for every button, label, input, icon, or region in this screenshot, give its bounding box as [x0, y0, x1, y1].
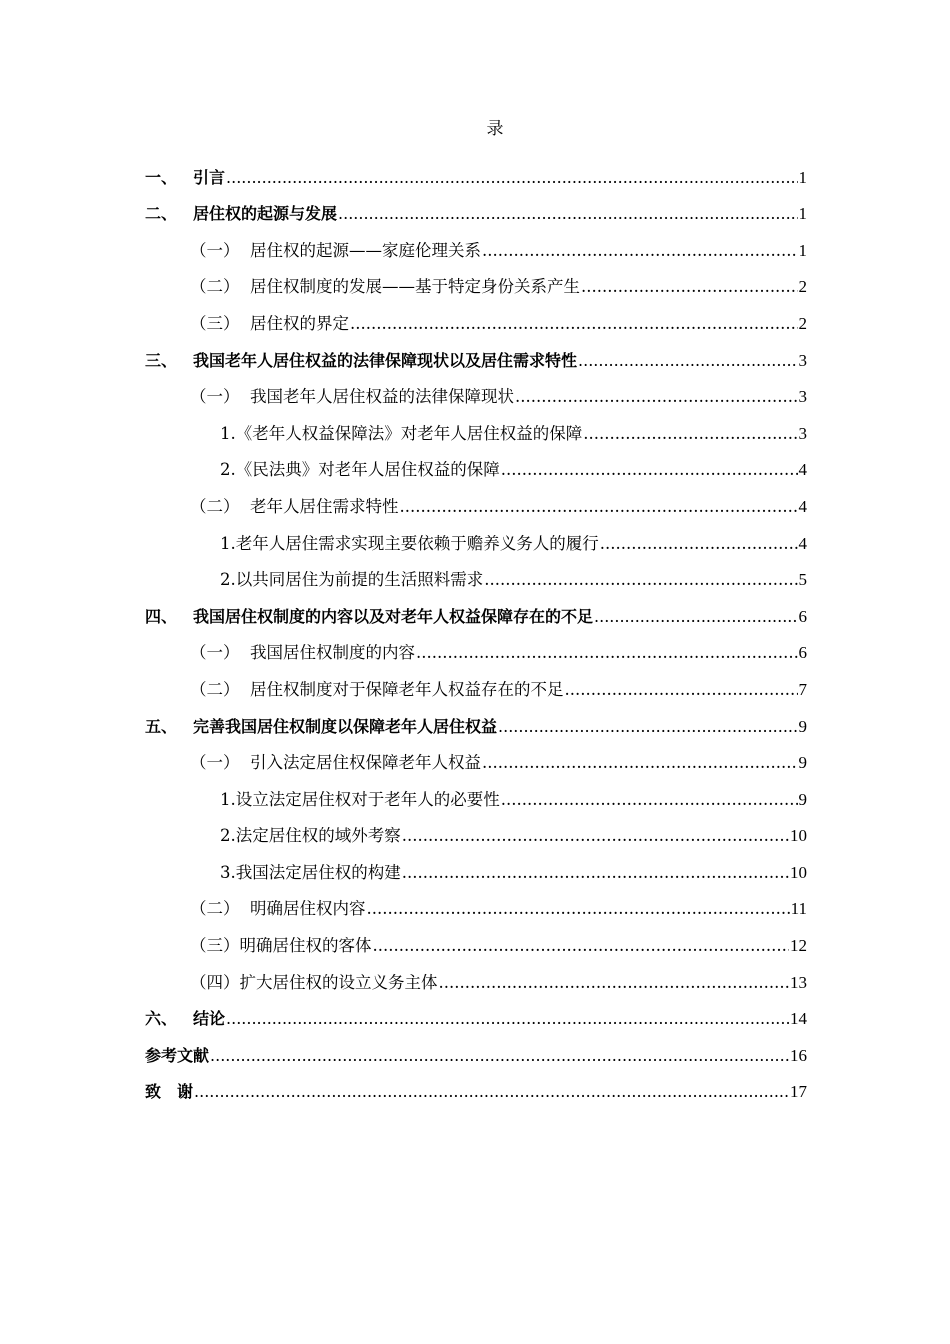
- toc-entry-number: （一）: [190, 643, 240, 663]
- toc-page-number: 4: [798, 460, 807, 480]
- toc-entry-title: 参考文献: [145, 1045, 210, 1065]
- toc-dot-leader: [498, 716, 797, 738]
- toc-page-number: 4: [798, 496, 807, 516]
- toc-entry-title: 居住权制度的发展——基于特定身份关系产生: [250, 277, 580, 297]
- toc-entry-title: 我国老年人居住权益的法律保障现状以及居住需求特性: [193, 350, 578, 370]
- toc-page-number: 6: [798, 606, 807, 626]
- toc-entry-title: 结论: [193, 1009, 226, 1029]
- toc-dot-leader: [338, 203, 797, 225]
- toc-page-number: 9: [798, 716, 807, 736]
- toc-entry-title: 完善我国居住权制度以保障老年人居住权益: [193, 716, 498, 736]
- toc-dot-leader: [373, 935, 790, 957]
- toc-page-number: 9: [798, 789, 807, 809]
- toc-page-number: 17: [790, 1082, 807, 1102]
- toc-dot-leader: [594, 606, 797, 628]
- toc-entry-title: 明确居住权的客体: [239, 936, 372, 956]
- toc-entry[interactable]: [145, 847, 807, 884]
- toc-page-number: 1: [798, 240, 807, 260]
- toc-page-number: 2: [798, 277, 807, 297]
- toc-entry-number: 2.: [220, 826, 236, 846]
- toc-dot-leader: [501, 459, 798, 481]
- toc-entry-number: （二）: [190, 277, 240, 297]
- toc-dot-leader: [482, 752, 798, 774]
- toc-entry[interactable]: [145, 1067, 807, 1104]
- toc-entry-title: 我国法定居住权的构建: [235, 862, 401, 882]
- toc-page-number: 3: [798, 423, 807, 443]
- toc-entry-title: 致 谢: [145, 1082, 194, 1102]
- toc-entry[interactable]: [145, 445, 807, 482]
- toc-entry-number: 2.: [220, 570, 236, 590]
- toc-entry[interactable]: [145, 884, 807, 921]
- toc-entry-number: 一、: [145, 167, 178, 187]
- toc-entry-title: 我国居住权制度的内容以及对老年人权益保障存在的不足: [193, 606, 594, 626]
- toc-dot-leader: [400, 496, 798, 518]
- toc-entry-number: （三）: [190, 313, 240, 333]
- toc-entry-number: （二）: [190, 899, 240, 919]
- toc-page-number: 3: [798, 387, 807, 407]
- toc-entry-number: （二）: [190, 679, 240, 699]
- toc-dot-leader: [416, 642, 798, 664]
- toc-entry[interactable]: [145, 408, 807, 445]
- toc-entry-title: 《老年人权益保障法》对老年人居住权益的保障: [235, 423, 583, 443]
- toc-entry[interactable]: [145, 738, 807, 775]
- toc-dot-leader: [439, 972, 790, 994]
- toc-page-number: 6: [798, 643, 807, 663]
- toc-dot-leader: [565, 679, 798, 701]
- toc-dot-leader: [484, 569, 797, 591]
- toc-page-number: 5: [798, 570, 807, 590]
- toc-entry[interactable]: [145, 920, 807, 957]
- toc-entry-title: 居住权的界定: [250, 313, 349, 333]
- toc-entry[interactable]: [145, 298, 807, 335]
- toc-entry[interactable]: [145, 994, 807, 1031]
- toc-entry[interactable]: [145, 372, 807, 409]
- toc-dot-leader: [501, 789, 798, 811]
- toc-entry-title: 明确居住权内容: [250, 899, 366, 919]
- toc-entry-number: （四）: [190, 972, 240, 992]
- toc-page-number: 9: [798, 753, 807, 773]
- toc-entry[interactable]: [145, 225, 807, 262]
- toc-entry[interactable]: [145, 518, 807, 555]
- toc-dot-leader: [367, 898, 790, 920]
- toc-entry-title: 我国居住权制度的内容: [250, 643, 415, 663]
- toc-page-number: 1: [798, 204, 807, 224]
- toc-dot-leader: [600, 533, 798, 555]
- toc-page-number: 10: [790, 862, 807, 882]
- toc-entry-title: 居住权的起源——家庭伦理关系: [250, 240, 481, 260]
- toc-entry-title: 引言: [193, 167, 226, 187]
- toc-entry-number: （三）: [190, 936, 240, 956]
- toc-page-number: 13: [790, 972, 807, 992]
- toc-page-number: 16: [790, 1045, 807, 1065]
- toc-entry-title: 老年人居住需求实现主要依赖于赡养义务人的履行: [235, 533, 599, 553]
- toc-dot-leader: [226, 1008, 789, 1030]
- toc-entry-title: 设立法定居住权对于老年人的必要性: [235, 789, 500, 809]
- toc-entry[interactable]: [145, 335, 807, 372]
- toc-dot-leader: [210, 1045, 789, 1067]
- toc-entry[interactable]: [145, 591, 807, 628]
- toc-page-number: 2: [798, 313, 807, 333]
- toc-entry[interactable]: [145, 664, 807, 701]
- toc-entry-title: 《民法典》对老年人居住权益的保障: [235, 460, 500, 480]
- toc-entry[interactable]: [145, 152, 807, 189]
- toc-page-number: 10: [790, 826, 807, 846]
- toc-page-number: 7: [798, 679, 807, 699]
- toc-entry[interactable]: [145, 774, 807, 811]
- toc-entry[interactable]: [145, 481, 807, 518]
- toc-dot-leader: [226, 167, 797, 189]
- toc-entry-number: （一）: [190, 753, 240, 773]
- toc-entry[interactable]: [145, 1030, 807, 1067]
- toc-dot-leader: [402, 825, 789, 847]
- toc-entry-number: 3.: [220, 862, 236, 882]
- toc-entry-number: （二）: [190, 496, 240, 516]
- toc-entry-number: （一）: [190, 387, 240, 407]
- toc-title: 录: [486, 119, 504, 139]
- toc-entry-number: 1.: [220, 533, 236, 553]
- toc-dot-leader: [578, 350, 797, 372]
- toc-entry-title: 法定居住权的域外考察: [235, 826, 401, 846]
- toc-dot-leader: [581, 276, 798, 298]
- toc-entry-number: 2.: [220, 460, 236, 480]
- toc-page-number: 1: [798, 167, 807, 187]
- toc-entry-title: 我国老年人居住权益的法律保障现状: [250, 387, 514, 407]
- toc-entry-title: 扩大居住权的设立义务主体: [239, 972, 438, 992]
- toc-dot-leader: [583, 423, 797, 445]
- toc-entry-number: 二、: [145, 204, 178, 224]
- toc-entry-number: （一）: [190, 240, 240, 260]
- toc-dot-leader: [515, 386, 798, 408]
- toc-entry-number: 1.: [220, 423, 236, 443]
- toc-entry-number: 五、: [145, 716, 178, 736]
- toc-page-number: 14: [790, 1009, 807, 1029]
- toc-page-number: 12: [790, 936, 807, 956]
- toc-entry[interactable]: [145, 628, 807, 665]
- toc-page-number: 11: [790, 899, 807, 919]
- toc-entry[interactable]: [145, 701, 807, 738]
- toc-entry[interactable]: [145, 811, 807, 848]
- toc-entry-number: 六、: [145, 1009, 178, 1029]
- toc-dot-leader: [482, 240, 798, 262]
- toc-entry-number: 四、: [145, 606, 178, 626]
- toc-page-number: 3: [798, 350, 807, 370]
- toc-dot-leader: [194, 1081, 789, 1103]
- toc-entry[interactable]: [145, 555, 807, 592]
- toc-entry-title: 居住权的起源与发展: [193, 204, 338, 224]
- toc-entry-title: 以共同居住为前提的生活照料需求: [235, 570, 484, 590]
- toc-page-number: 4: [798, 533, 807, 553]
- toc-entry-title: 老年人居住需求特性: [250, 496, 399, 516]
- toc-entry-title: 居住权制度对于保障老年人权益存在的不足: [250, 679, 564, 699]
- toc-dot-leader: [402, 862, 789, 884]
- toc-entry-number: 三、: [145, 350, 178, 370]
- toc-entry[interactable]: [145, 957, 807, 994]
- toc-entry-number: 1.: [220, 789, 236, 809]
- toc-entry-title: 引入法定居住权保障老年人权益: [250, 753, 481, 773]
- toc-entry[interactable]: [145, 189, 807, 226]
- toc-dot-leader: [350, 313, 798, 335]
- table-of-contents: [145, 152, 807, 1103]
- toc-entry[interactable]: [145, 262, 807, 299]
